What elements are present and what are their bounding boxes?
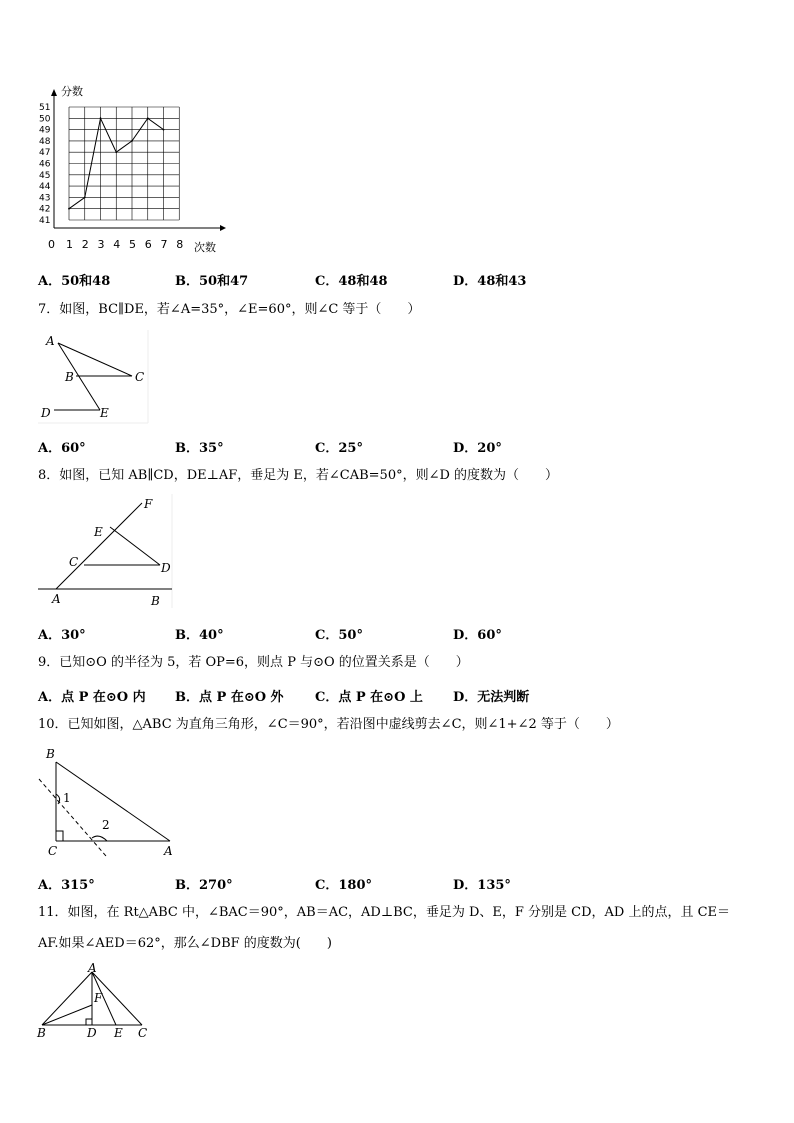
right-angle-mark: [56, 831, 63, 841]
data-point: [147, 117, 149, 119]
q7-label-e: E: [100, 406, 109, 420]
y-tick-labels: [39, 103, 51, 226]
score-line-chart: [30, 80, 230, 260]
q10-text: 10．已知如图，△ABC 为直角三角形，∠C＝90°，若沿图中虚线剪去∠C，则∠1+∠2 等于（ ）: [38, 717, 619, 732]
angle-2-arc: [92, 836, 107, 841]
y-axis-arrow: [51, 89, 57, 96]
chart-axes: [51, 89, 226, 231]
q6-option-b[interactable]: B．50和47: [175, 274, 249, 289]
y-tick-label: 51: [39, 103, 51, 113]
side-ab: [42, 972, 92, 1025]
q11-label-d: D: [87, 1026, 97, 1040]
q7-label-a: A: [46, 334, 55, 348]
chart-grid: [69, 107, 179, 220]
q10-label-1: 1: [63, 791, 71, 805]
x-tick-label: 3: [97, 238, 105, 251]
x-tick-label: 7: [160, 238, 168, 251]
q8-label-c: C: [69, 555, 79, 569]
y-tick-label: 48: [39, 136, 51, 147]
data-point: [131, 140, 133, 142]
q7-options: [38, 437, 598, 455]
q9-options: [38, 686, 598, 704]
q8-label-e: E: [94, 525, 103, 539]
x-axis-arrow: [220, 225, 226, 231]
x-tick-label: 6: [144, 238, 152, 251]
y-tick-label: 49: [39, 125, 51, 136]
q9-text: 9．已知⊙O 的半径为 5，若 OP=6，则点 P 与⊙O 的位置关系是（ ）: [38, 655, 469, 670]
q8-options: [38, 624, 598, 642]
data-point: [68, 208, 70, 210]
q10-option-b[interactable]: B．270°: [175, 878, 233, 893]
y-tick-label: 42: [39, 204, 51, 215]
y-tick-label: 46: [39, 159, 51, 170]
q8-label-a: A: [52, 592, 61, 606]
q7-option-d[interactable]: D．20°: [453, 441, 502, 456]
q6-option-a[interactable]: A．50和48: [38, 274, 111, 289]
data-point: [84, 197, 86, 199]
segment-de: [110, 527, 160, 565]
q8-figure: [36, 494, 176, 612]
q10-option-d[interactable]: D．135°: [453, 878, 511, 893]
q6-options: [38, 270, 598, 288]
q10-option-a[interactable]: A．315°: [38, 878, 95, 893]
q10-options: [38, 874, 598, 892]
q11-label-c: C: [138, 1026, 148, 1040]
q7-text: 7．如图，BC∥DE，若∠A=35°，∠E=60°，则∠C 等于（ ）: [38, 302, 421, 317]
y-axis-label: 分数: [61, 85, 83, 98]
y-tick-label: 44: [39, 182, 51, 193]
x-tick-label: 8: [176, 238, 184, 251]
q11-text-line-1: 11．如图，在 Rt△ABC 中，∠BAC＝90°，AB＝AC，AD⊥BC，垂足为 D、E，F 分别是 CD，AD 上的点，且 CE＝: [38, 905, 731, 920]
segment-bf: [42, 1005, 92, 1025]
q11-text-line-2: AF.如果∠AED＝62°，那么∠DBF 的度数为( ): [38, 936, 332, 951]
q10-figure: [36, 745, 182, 860]
q7-label-d: D: [41, 406, 51, 420]
x-tick-label: 4: [113, 238, 121, 251]
q6-option-d[interactable]: D．48和43: [453, 274, 527, 289]
q11-figure: [34, 962, 156, 1040]
x-axis-label: 次数: [194, 241, 216, 254]
data-point: [100, 117, 102, 119]
line-af: [56, 503, 142, 589]
angle-1-arc: [56, 794, 60, 804]
q9-option-c[interactable]: C．点 P 在⊙O 上: [315, 690, 423, 705]
data-point: [115, 151, 117, 153]
q8-option-b[interactable]: B．40°: [175, 628, 224, 643]
q8-option-d[interactable]: D．60°: [453, 628, 502, 643]
q11-label-e: E: [114, 1026, 123, 1040]
data-point: [163, 129, 165, 131]
q8-text: 8．如图，已知 AB∥CD，DE⊥AF，垂足为 E，若∠CAB=50°，则∠D 的度数为（ ）: [38, 468, 559, 483]
q8-option-a[interactable]: A．30°: [38, 628, 86, 643]
x-tick-labels: [48, 238, 183, 251]
x-tick-label: 0: [48, 238, 55, 251]
x-tick-label: 5: [129, 238, 136, 251]
y-tick-label: 43: [39, 193, 51, 204]
q11-label-b: B: [37, 1026, 46, 1040]
side-ab: [56, 762, 170, 841]
q10-label-a: A: [164, 844, 173, 858]
q6-option-c[interactable]: C．48和48: [315, 274, 388, 289]
y-tick-label: 47: [39, 148, 51, 159]
q10-option-c[interactable]: C．180°: [315, 878, 372, 893]
q11-label-a: A: [88, 962, 97, 975]
y-tick-label: 41: [39, 216, 51, 226]
q7-option-b[interactable]: B．35°: [175, 441, 224, 456]
y-tick-label: 50: [39, 114, 51, 125]
q11-label-f: F: [94, 991, 103, 1005]
q9-option-d[interactable]: D．无法判断: [453, 690, 530, 705]
y-tick-label: 45: [39, 170, 51, 181]
q8-label-d: D: [161, 561, 171, 575]
q8-option-c[interactable]: C．50°: [315, 628, 363, 643]
q7-label-b: B: [65, 370, 74, 384]
q7-figure: [36, 330, 152, 424]
x-tick-label: 2: [81, 238, 89, 251]
q7-option-c[interactable]: C．25°: [315, 441, 363, 456]
q9-option-b[interactable]: B．点 P 在⊙O 外: [175, 690, 284, 705]
q8-label-f: F: [144, 497, 153, 511]
q10-label-b: B: [46, 747, 55, 761]
x-tick-label: 1: [66, 238, 73, 251]
q9-option-a[interactable]: A．点 P 在⊙O 内: [38, 690, 146, 705]
q7-option-a[interactable]: A．60°: [38, 441, 86, 456]
q10-label-2: 2: [102, 818, 110, 832]
q8-label-b: B: [151, 594, 160, 608]
q10-label-c: C: [48, 844, 58, 858]
right-angle-mark: [86, 1019, 92, 1025]
q7-label-c: C: [135, 370, 145, 384]
